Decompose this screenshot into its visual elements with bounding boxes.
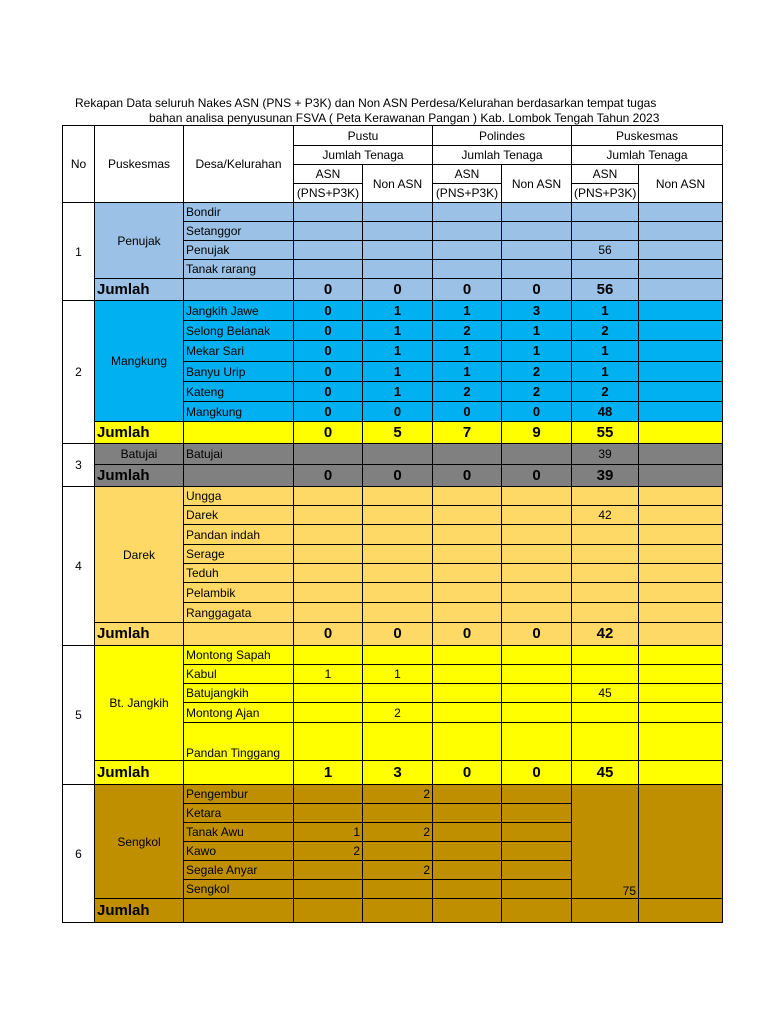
title-line-1: Rekapan Data seluruh Nakes ASN (PNS + P3K) dan Non ASN Perdesa/Kelurahan berdasarkan tempat tugas: [75, 96, 657, 110]
value-cell: [363, 646, 433, 665]
desa-cell: Batujangkih: [184, 684, 294, 703]
value-cell: [502, 723, 572, 761]
value-cell: 2: [363, 823, 433, 842]
total-label: Jumlah: [95, 761, 184, 785]
total-cell: [294, 899, 363, 923]
total-spacer: [184, 465, 294, 487]
value-cell: [294, 684, 363, 703]
value-cell: 1: [433, 341, 502, 362]
value-cell: 2: [363, 785, 433, 804]
total-cell: 1: [294, 761, 363, 785]
value-cell: 1: [502, 341, 572, 362]
total-cell: 42: [572, 623, 639, 646]
value-cell: [294, 222, 363, 241]
value-cell: [294, 804, 363, 823]
value-cell: 2: [433, 321, 502, 341]
value-cell: [639, 241, 723, 260]
value-cell: [433, 203, 502, 222]
group-no: 5: [63, 646, 95, 785]
value-cell: 2: [363, 703, 433, 723]
total-cell: [639, 422, 723, 444]
value-cell: [294, 260, 363, 279]
value-cell: [294, 583, 363, 603]
total-cell: 45: [572, 761, 639, 785]
total-spacer: [184, 279, 294, 301]
group-no: 2: [63, 301, 95, 444]
value-cell: [363, 842, 433, 861]
value-cell: [363, 564, 433, 583]
table-row: [63, 646, 723, 665]
desa-cell: Sengkol: [184, 880, 294, 899]
value-cell: 56: [572, 241, 639, 260]
value-cell: [433, 583, 502, 603]
desa-cell: Mangkung: [184, 402, 294, 422]
header-pns-p3k: (PNS+P3K): [294, 184, 363, 203]
value-cell: [639, 362, 723, 382]
total-cell: 7: [433, 422, 502, 444]
total-cell: 0: [363, 465, 433, 487]
value-cell: [363, 583, 433, 603]
value-cell: [363, 487, 433, 506]
value-cell: 1: [572, 301, 639, 321]
value-cell: [502, 487, 572, 506]
value-cell: [502, 646, 572, 665]
desa-cell: Ketara: [184, 804, 294, 823]
puskesmas-name: Bt. Jangkih: [95, 646, 184, 761]
total-cell: [502, 899, 572, 923]
desa-cell: Darek: [184, 506, 294, 525]
total-cell: 0: [502, 465, 572, 487]
total-label: Jumlah: [95, 899, 184, 923]
value-cell: 2: [363, 861, 433, 880]
value-cell: [502, 842, 572, 861]
desa-cell: Jangkih Jawe: [184, 301, 294, 321]
total-spacer: [184, 422, 294, 444]
value-cell: [433, 260, 502, 279]
total-cell: 0: [433, 623, 502, 646]
value-cell: [363, 545, 433, 564]
total-cell: [363, 899, 433, 923]
header-desa: Desa/Kelurahan: [184, 126, 294, 203]
value-cell: [433, 241, 502, 260]
total-cell: 56: [572, 279, 639, 301]
puskesmas-name: Penujak: [95, 203, 184, 279]
total-cell: [572, 899, 639, 923]
total-cell: 0: [363, 623, 433, 646]
total-row: [63, 899, 723, 923]
table-row: [63, 444, 723, 465]
value-cell: [294, 241, 363, 260]
header-puskesmas: Puskesmas: [95, 126, 184, 203]
value-cell: [572, 703, 639, 723]
header-jumlah-tenaga-puskesmas: Jumlah Tenaga: [572, 146, 723, 165]
value-cell: [294, 545, 363, 564]
value-cell: 39: [572, 444, 639, 465]
value-cell: 2: [502, 362, 572, 382]
value-cell: [639, 545, 723, 564]
value-cell: [502, 444, 572, 465]
value-cell: [363, 222, 433, 241]
value-cell: [433, 506, 502, 525]
value-cell: [433, 804, 502, 823]
value-cell: 2: [433, 382, 502, 402]
desa-cell: Montong Sapah: [184, 646, 294, 665]
value-cell: 1: [572, 341, 639, 362]
value-cell: [433, 564, 502, 583]
desa-cell: Ranggagata: [184, 603, 294, 623]
total-row: [63, 465, 723, 487]
desa-cell: Pandan Tinggang: [184, 723, 294, 761]
value-cell: 1: [363, 382, 433, 402]
value-cell: 3: [502, 301, 572, 321]
total-cell: 0: [433, 761, 502, 785]
group-no: 6: [63, 785, 95, 923]
value-cell: [433, 222, 502, 241]
header-polindes: Polindes: [433, 126, 572, 146]
value-cell: [294, 525, 363, 545]
value-cell: 1: [433, 301, 502, 321]
value-cell: 45: [572, 684, 639, 703]
value-cell: [433, 861, 502, 880]
value-cell: [502, 684, 572, 703]
total-spacer: [184, 899, 294, 923]
total-cell: 0: [433, 279, 502, 301]
value-cell: [502, 785, 572, 804]
value-cell: [433, 684, 502, 703]
header-row-1: [63, 126, 723, 146]
value-cell: [363, 444, 433, 465]
total-cell: [433, 899, 502, 923]
value-cell: [502, 506, 572, 525]
document-title: [0, 96, 660, 126]
desa-cell: Setanggor: [184, 222, 294, 241]
desa-cell: Kawo: [184, 842, 294, 861]
value-cell: [572, 564, 639, 583]
table-row: [63, 203, 723, 222]
value-cell: [363, 603, 433, 623]
value-cell: [639, 222, 723, 241]
value-cell: [433, 487, 502, 506]
value-cell: [502, 823, 572, 842]
value-cell: [502, 861, 572, 880]
total-cell: 0: [294, 465, 363, 487]
value-cell: [572, 723, 639, 761]
value-cell: [639, 301, 723, 321]
value-cell: [639, 583, 723, 603]
value-cell: 42: [572, 506, 639, 525]
total-label: Jumlah: [95, 279, 184, 301]
value-cell: [433, 880, 502, 899]
value-cell: [639, 402, 723, 422]
value-cell: 1: [572, 362, 639, 382]
total-row: [63, 623, 723, 646]
total-row: [63, 279, 723, 301]
value-cell: 0: [294, 382, 363, 402]
value-cell: [294, 723, 363, 761]
value-cell: [639, 203, 723, 222]
value-cell: [294, 603, 363, 623]
value-cell: [433, 545, 502, 564]
total-cell: [639, 623, 723, 646]
total-cell: [639, 465, 723, 487]
value-cell: 1: [433, 362, 502, 382]
header-jumlah-tenaga-pustu: Jumlah Tenaga: [294, 146, 433, 165]
value-cell: [433, 665, 502, 684]
desa-cell: Mekar Sari: [184, 341, 294, 362]
value-cell: [363, 241, 433, 260]
desa-cell: Teduh: [184, 564, 294, 583]
value-cell: [572, 487, 639, 506]
total-cell: [639, 761, 723, 785]
value-cell: [502, 665, 572, 684]
value-cell: [639, 487, 723, 506]
value-cell: [639, 564, 723, 583]
desa-cell: Tanak rarang: [184, 260, 294, 279]
total-cell: 0: [502, 279, 572, 301]
value-cell: [433, 842, 502, 861]
value-cell: [294, 861, 363, 880]
table-row: [63, 301, 723, 321]
value-cell: [572, 222, 639, 241]
header-non-asn: Non ASN: [639, 165, 723, 203]
value-cell: [639, 684, 723, 703]
value-cell: [363, 880, 433, 899]
total-cell: [639, 899, 723, 923]
value-cell: [363, 260, 433, 279]
desa-cell: Pengembur: [184, 785, 294, 804]
total-label: Jumlah: [95, 623, 184, 646]
value-cell: 1: [363, 341, 433, 362]
value-cell: [433, 603, 502, 623]
value-cell: 2: [572, 321, 639, 341]
total-label: Jumlah: [95, 422, 184, 444]
value-cell: [294, 880, 363, 899]
table-row: [63, 487, 723, 506]
value-cell: 0: [294, 362, 363, 382]
value-cell: [433, 703, 502, 723]
value-cell: [639, 341, 723, 362]
value-cell: [363, 506, 433, 525]
desa-cell: Selong Belanak: [184, 321, 294, 341]
header-pns-p3k: (PNS+P3K): [572, 184, 639, 203]
value-cell: 0: [433, 402, 502, 422]
total-cell: 55: [572, 422, 639, 444]
value-cell: [502, 203, 572, 222]
value-cell: [433, 646, 502, 665]
total-cell: 9: [502, 422, 572, 444]
value-cell: [502, 564, 572, 583]
total-cell: [639, 279, 723, 301]
value-cell: [639, 785, 723, 899]
value-cell: [639, 603, 723, 623]
value-cell: [363, 804, 433, 823]
value-cell: [294, 203, 363, 222]
desa-cell: Serage: [184, 545, 294, 564]
value-cell: [639, 444, 723, 465]
value-cell: [572, 583, 639, 603]
puskesmas-name: Batujai: [95, 444, 184, 465]
header-asn: ASN: [294, 165, 363, 184]
total-label: Jumlah: [95, 465, 184, 487]
value-cell: [639, 723, 723, 761]
value-cell: [572, 603, 639, 623]
header-no: No: [63, 126, 95, 203]
desa-cell: Batujai: [184, 444, 294, 465]
value-cell: 48: [572, 402, 639, 422]
desa-cell: Penujak: [184, 241, 294, 260]
header-non-asn: Non ASN: [363, 165, 433, 203]
total-cell: 5: [363, 422, 433, 444]
group-no: 1: [63, 203, 95, 301]
value-cell: [294, 506, 363, 525]
total-cell: 3: [363, 761, 433, 785]
total-cell: 0: [502, 623, 572, 646]
value-cell: [502, 703, 572, 723]
value-cell: 0: [294, 341, 363, 362]
value-cell: [294, 703, 363, 723]
value-cell: [502, 545, 572, 564]
value-cell: [502, 880, 572, 899]
desa-cell: Kateng: [184, 382, 294, 402]
desa-cell: Pandan indah: [184, 525, 294, 545]
total-cell: 0: [294, 623, 363, 646]
value-cell: [363, 203, 433, 222]
header-pns-p3k: (PNS+P3K): [433, 184, 502, 203]
value-cell: 0: [294, 301, 363, 321]
value-cell: [294, 444, 363, 465]
value-cell: [639, 321, 723, 341]
value-cell: [502, 260, 572, 279]
value-cell: [502, 241, 572, 260]
value-cell: [502, 525, 572, 545]
total-spacer: [184, 623, 294, 646]
desa-cell: Pelambik: [184, 583, 294, 603]
value-cell: 1: [363, 362, 433, 382]
header-puskesmas-col: Puskesmas: [572, 126, 723, 146]
value-cell: 1: [294, 665, 363, 684]
spreadsheet-viewport: [62, 125, 706, 938]
value-cell: [433, 785, 502, 804]
desa-cell: Segale Anyar: [184, 861, 294, 880]
value-cell: 2: [294, 842, 363, 861]
header-jumlah-tenaga-polindes: Jumlah Tenaga: [433, 146, 572, 165]
value-cell: 0: [502, 402, 572, 422]
group-no: 4: [63, 487, 95, 646]
total-cell: 0: [294, 422, 363, 444]
value-cell: [433, 723, 502, 761]
value-cell: [572, 665, 639, 684]
header-pustu: Pustu: [294, 126, 433, 146]
group-no: 3: [63, 444, 95, 487]
value-cell: [639, 260, 723, 279]
title-line-2: bahan analisa penyusunan FSVA ( Peta Kerawanan Pangan ) Kab. Lombok Tengah Tahun 2023: [149, 111, 660, 125]
header-non-asn: Non ASN: [502, 165, 572, 203]
value-cell: [294, 785, 363, 804]
desa-cell: Bondir: [184, 203, 294, 222]
value-cell: [502, 222, 572, 241]
value-cell: [433, 823, 502, 842]
total-spacer: [184, 761, 294, 785]
desa-cell: Montong Ajan: [184, 703, 294, 723]
total-cell: 0: [433, 465, 502, 487]
value-cell: [639, 665, 723, 684]
desa-cell: Ungga: [184, 487, 294, 506]
value-cell: 0: [294, 321, 363, 341]
value-cell: 0: [294, 402, 363, 422]
total-row: [63, 422, 723, 444]
puskesmas-name: Mangkung: [95, 301, 184, 422]
value-cell: 2: [502, 382, 572, 402]
sengkol-puskesmas-asn: 75: [572, 785, 639, 899]
value-cell: [572, 525, 639, 545]
value-cell: [502, 583, 572, 603]
header-asn: ASN: [572, 165, 639, 184]
value-cell: [363, 723, 433, 761]
value-cell: [572, 203, 639, 222]
desa-cell: Kabul: [184, 665, 294, 684]
puskesmas-name: Darek: [95, 487, 184, 623]
value-cell: [639, 646, 723, 665]
desa-cell: Tanak Awu: [184, 823, 294, 842]
table-row: [63, 785, 723, 804]
value-cell: [572, 545, 639, 564]
total-cell: 39: [572, 465, 639, 487]
value-cell: [294, 564, 363, 583]
nakes-table: [62, 125, 723, 923]
total-cell: 0: [294, 279, 363, 301]
total-cell: 0: [502, 761, 572, 785]
value-cell: 1: [294, 823, 363, 842]
value-cell: [294, 487, 363, 506]
value-cell: [572, 646, 639, 665]
value-cell: [572, 260, 639, 279]
value-cell: [363, 525, 433, 545]
value-cell: [433, 444, 502, 465]
value-cell: [639, 525, 723, 545]
value-cell: [433, 525, 502, 545]
value-cell: 0: [363, 402, 433, 422]
puskesmas-name: Sengkol: [95, 785, 184, 899]
value-cell: 1: [502, 321, 572, 341]
value-cell: 1: [363, 665, 433, 684]
value-cell: 1: [363, 321, 433, 341]
value-cell: [639, 703, 723, 723]
value-cell: [639, 506, 723, 525]
value-cell: 2: [572, 382, 639, 402]
total-row: [63, 761, 723, 785]
value-cell: [639, 382, 723, 402]
value-cell: 1: [363, 301, 433, 321]
total-cell: 0: [363, 279, 433, 301]
value-cell: [294, 646, 363, 665]
header-asn: ASN: [433, 165, 502, 184]
value-cell: [502, 603, 572, 623]
value-cell: [502, 804, 572, 823]
value-cell: [363, 684, 433, 703]
desa-cell: Banyu Urip: [184, 362, 294, 382]
